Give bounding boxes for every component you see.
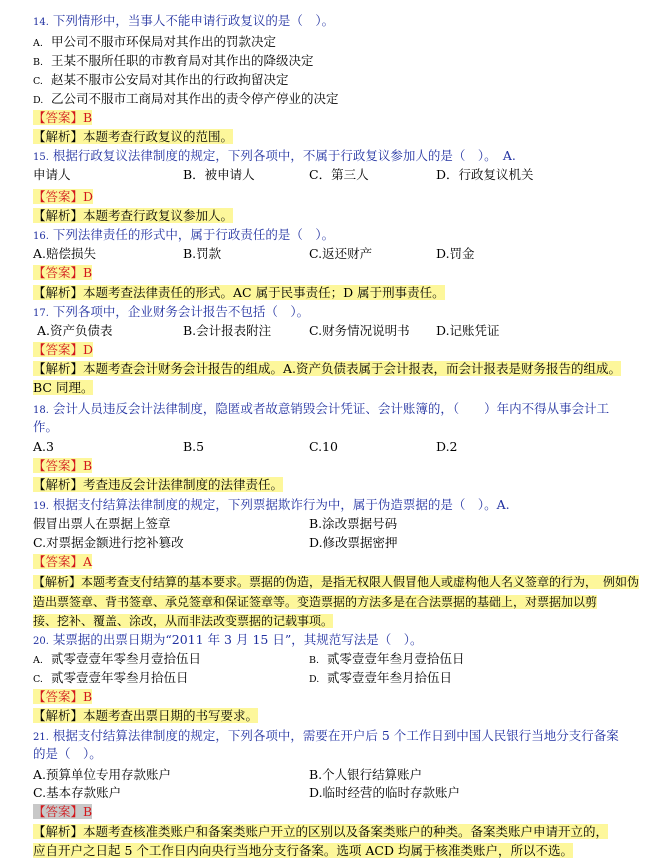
option-b: B.罚款 <box>183 246 222 261</box>
question-17: 17. 下列各项中，企业财务会计报告不包括（ ）。 <box>33 304 310 319</box>
answer: 【答案】B <box>33 458 93 473</box>
option-a: A.资产负债表 <box>37 323 113 338</box>
option-d: D.修改票据密押 <box>309 535 398 550</box>
answer: 【答案】A <box>33 554 93 569</box>
option-b: B.5 <box>183 439 205 454</box>
option-c: C.基本存款账户 <box>33 785 122 800</box>
explanation-cont: BC 同理。 <box>33 380 94 395</box>
question-21: 21. 根据支付结算法律制度的规定，下列各项中，需要在开户后 5 个工作日到中国人民银行当地分支行备案 <box>33 728 619 743</box>
option-b: B.会计报表附注 <box>183 323 272 338</box>
explanation: 【解析】考查违反会计法律制度的法律责任。 <box>33 477 284 492</box>
explanation-cont: 造出票签章、背书签章、承兑签章和保证签章等。变造票据的方法多是在合法票据的基础上，对票据加以剪 <box>33 595 598 609</box>
question-text: 根据行政复议法律制度的规定，下列各项中，不属于行政复议参加人的是（ ）。 A. <box>52 148 516 163</box>
answer: 【答案】B <box>33 265 93 280</box>
answer: 【答案】D <box>33 342 94 357</box>
question-number: 14. <box>33 17 49 28</box>
option-b: B.个人银行结算账户 <box>309 767 423 782</box>
explanation: 【解析】本题考查出票日期的书写要求。 <box>33 708 259 723</box>
explanation-cont: 接、挖补、覆盖、涂改，从而非法改变票据的记载事项。 <box>33 614 334 628</box>
question-18-cont: 作。 <box>33 419 59 434</box>
option-a: A. 贰零壹壹年零叁月壹拾伍日 <box>33 651 202 666</box>
explanation: 【解析】本题考查法律责任的形式。AC 属于民事责任；D 属于刑事责任。 <box>33 285 445 300</box>
option-a: 假冒出票人在票据上签章 <box>33 516 171 531</box>
option-d: D.记账凭证 <box>436 323 500 338</box>
option-a: 申请人 <box>33 167 71 182</box>
option-c: C. 贰零壹壹年零叁月拾伍日 <box>33 670 189 685</box>
answer: 【答案】D <box>33 189 94 204</box>
question-14 <box>33 12 334 30</box>
option-a: A. 甲公司不服市环保局对其作出的罚款决定 <box>33 34 277 49</box>
option-d: D. 乙公司不服市工商局对其作出的责令停产停业的决定 <box>33 91 339 106</box>
option-a: A.赔偿损失 <box>33 246 97 261</box>
option-c: C.返还财产 <box>309 246 373 261</box>
option-c: C.10 <box>309 439 338 454</box>
explanation: 【解析】本题考查行政复议参加人。 <box>33 208 234 223</box>
option-b: B. 王某不服所任职的市教育局对其作出的降级决定 <box>33 53 314 68</box>
answer: 【答案】B <box>33 689 93 704</box>
option-a: A.预算单位专用存款账户 <box>33 767 172 782</box>
option-d: D.2 <box>436 439 458 454</box>
explanation: 【解析】本题考查核准类账户和备案类账户开立的区别以及备案类账户的种类。备案类账户申请开立的， <box>33 824 609 839</box>
option-d: D．行政复议机关 <box>436 167 534 182</box>
question-18: 18. 会计人员违反会计法律制度，隐匿或者故意销毁会计凭证、会计账簿的，（ ）年内不得从事会计工 <box>33 401 610 416</box>
explanation: 【解析】本题考查支付结算的基本要求。票据的伪造，是指无权限人假冒他人或虚构他人名义签章的行为， 例如伪 <box>33 575 640 589</box>
explanation-cont: 应自开户之日起 5 个工作日内向央行当地分支行备案。选项 ACD 均属于核准类账户，所以不选。 <box>33 843 573 858</box>
question-16: 16. 下列法律责任的形式中，属于行政责任的是（ ）。 <box>33 227 335 242</box>
option-d: D.罚金 <box>436 246 475 261</box>
question-21-cont: 的是（ ）。 <box>33 746 102 761</box>
option-b: B.涂改票据号码 <box>309 516 398 531</box>
option-c: C.对票据金额进行挖补篡改 <box>33 535 184 550</box>
option-b: B．被申请人 <box>183 167 255 182</box>
answer: 【答案】B <box>33 804 93 819</box>
option-c: C.财务情况说明书 <box>309 323 410 338</box>
question-text: 下列情形中，当事人不能申请行政复议的是（ ）。 <box>52 13 335 28</box>
question-15: 15. 根据行政复议法律制度的规定，下列各项中，不属于行政复议参加人的是（ ）。 A. <box>33 148 516 163</box>
explanation: 【解析】本题考查会计财务会计报告的组成。A.资产负债表属于会计报表，而会计报表是财务报告的组成。 <box>33 361 622 376</box>
option-b: B. 贰零壹壹年叁月壹拾伍日 <box>309 651 465 666</box>
answer: 【答案】B <box>33 110 93 125</box>
option-c: C. 赵某不服市公安局对其作出的行政拘留决定 <box>33 72 289 87</box>
option-c: C．第三人 <box>309 167 369 182</box>
question-19: 19. 根据支付结算法律制度的规定，下列票据欺诈行为中，属于伪造票据的是（ ）。A. <box>33 497 510 512</box>
option-a: A.3 <box>33 439 54 454</box>
option-d: D.临时经营的临时存款账户 <box>309 785 461 800</box>
question-20: 20. 某票据的出票日期为“2011 年 3 月 15 日”，其规范写法是（ ）。 <box>33 632 423 647</box>
option-d: D. 贰零壹壹年叁月拾伍日 <box>309 670 453 685</box>
explanation: 【解析】本题考查行政复议的范围。 <box>33 129 234 144</box>
